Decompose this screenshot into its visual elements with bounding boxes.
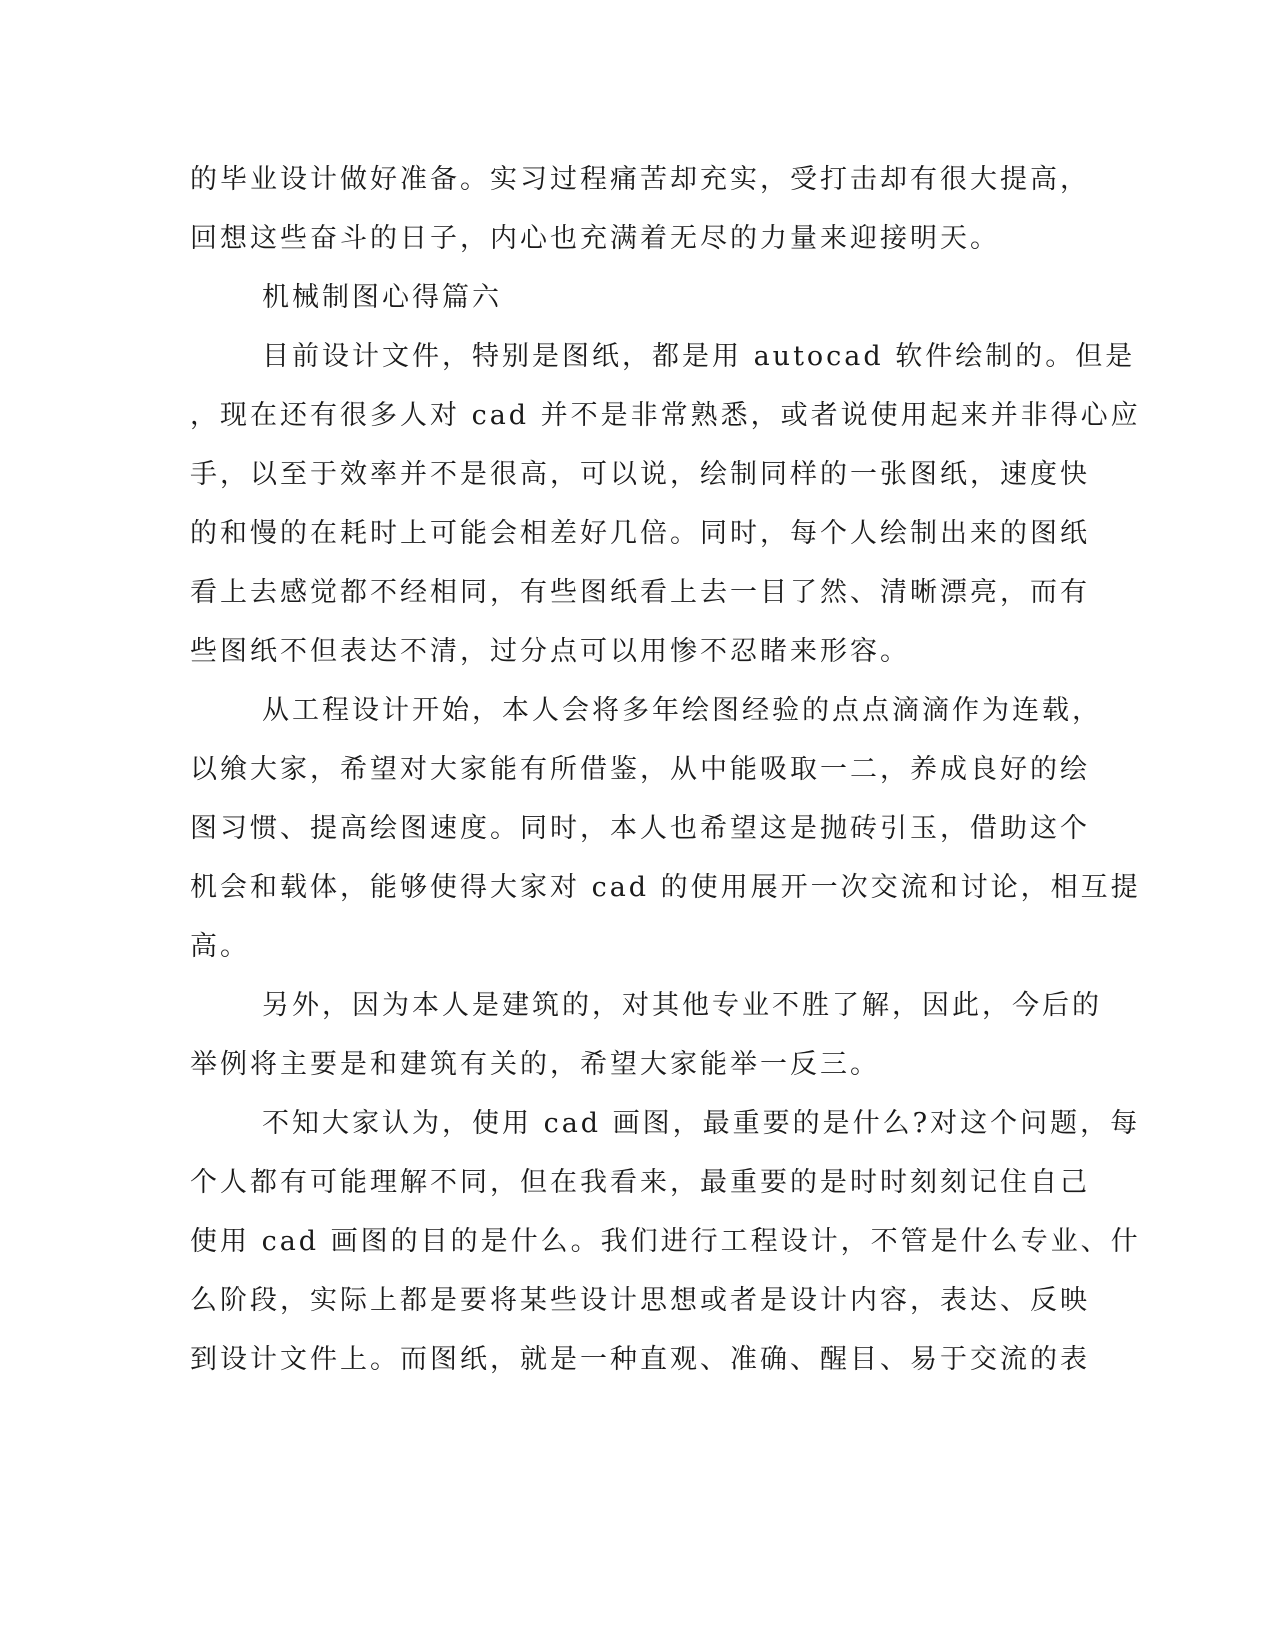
text-line: 的和慢的在耗时上可能会相差好几倍。同时，每个人绘制出来的图纸 <box>190 518 1090 549</box>
text-line: 机会和载体，能够使得大家对 cad 的使用展开一次交流和讨论，相互提 <box>190 872 1141 903</box>
text-line: 回想这些奋斗的日子，内心也充满着无尽的力量来迎接明天。 <box>190 223 1000 254</box>
text-line: 图习惯、提高绘图速度。同时，本人也希望这是抛砖引玉，借助这个 <box>190 813 1090 844</box>
text-line: 手，以至于效率并不是很高，可以说，绘制同样的一张图纸，速度快 <box>190 459 1090 490</box>
text-line: 举例将主要是和建筑有关的，希望大家能举一反三。 <box>190 1049 880 1080</box>
text-line: 高。 <box>190 931 250 962</box>
text-line: 么阶段，实际上都是要将某些设计思想或者是设计内容，表达、反映 <box>190 1285 1090 1316</box>
text-line: 使用 cad 画图的目的是什么。我们进行工程设计，不管是什么专业、什 <box>190 1226 1141 1257</box>
text-line: 不知大家认为，使用 cad 画图，最重要的是什么?对这个问题，每 <box>262 1108 1141 1139</box>
text-line: 目前设计文件，特别是图纸，都是用 autocad 软件绘制的。但是 <box>262 341 1136 372</box>
text-line: ，现在还有很多人对 cad 并不是非常熟悉，或者说使用起来并非得心应 <box>190 400 1141 431</box>
text-line: 的毕业设计做好准备。实习过程痛苦却充实，受打击却有很大提高， <box>190 164 1090 195</box>
text-line: 从工程设计开始，本人会将多年绘图经验的点点滴滴作为连载， <box>262 695 1102 726</box>
text-line: 以飨大家，希望对大家能有所借鉴，从中能吸取一二，养成良好的绘 <box>190 754 1090 785</box>
text-line: 到设计文件上。而图纸，就是一种直观、准确、醒目、易于交流的表 <box>190 1344 1090 1375</box>
text-line: 另外，因为本人是建筑的，对其他专业不胜了解，因此，今后的 <box>262 990 1102 1021</box>
text-line: 看上去感觉都不经相同，有些图纸看上去一目了然、清晰漂亮，而有 <box>190 577 1090 608</box>
text-line: 个人都有可能理解不同，但在我看来，最重要的是时时刻刻记住自己 <box>190 1167 1090 1198</box>
section-heading: 机械制图心得篇六 <box>262 282 502 313</box>
text-line: 些图纸不但表达不清，过分点可以用惨不忍睹来形容。 <box>190 636 910 667</box>
